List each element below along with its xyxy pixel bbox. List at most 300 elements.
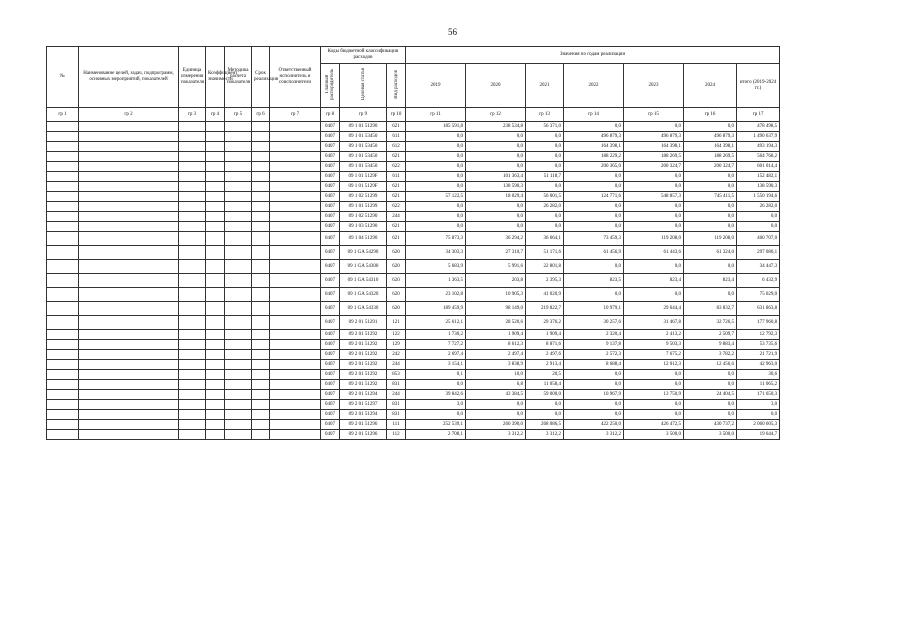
cell-value: 601 014,4 bbox=[737, 162, 780, 172]
empty-cell bbox=[252, 288, 270, 302]
cell-value: 5 991,6 bbox=[466, 260, 526, 274]
cell-value: 30 257,6 bbox=[564, 316, 624, 330]
empty-cell bbox=[179, 182, 206, 192]
empty-cell bbox=[270, 288, 321, 302]
cell-value: 0,0 bbox=[684, 182, 737, 192]
budget-table bbox=[46, 46, 780, 440]
cell-code-gr: 0407 bbox=[321, 132, 340, 142]
cell-code-gr: 0407 bbox=[321, 172, 340, 182]
cell-value: 51 118,7 bbox=[526, 172, 564, 182]
cell-code-gr: 0407 bbox=[321, 316, 340, 330]
empty-cell bbox=[225, 360, 252, 370]
cell-value: 0,0 bbox=[624, 380, 684, 390]
cell-code-vr: 622 bbox=[387, 202, 406, 212]
cell-code-cs: 09 2 01 51296 bbox=[340, 430, 387, 440]
table-row bbox=[47, 192, 780, 202]
column-number-cell: гр 3 bbox=[179, 108, 206, 122]
cell-code-vr: 622 bbox=[387, 162, 406, 172]
cell-code-vr: 242 bbox=[387, 350, 406, 360]
empty-cell bbox=[47, 302, 79, 316]
cell-code-vr: 620 bbox=[387, 246, 406, 260]
empty-cell bbox=[179, 122, 206, 132]
cell-value: 19 644,7 bbox=[737, 430, 780, 440]
empty-cell bbox=[225, 182, 252, 192]
cell-value: 2 708,1 bbox=[406, 430, 466, 440]
empty-cell bbox=[206, 430, 225, 440]
cell-value: 10,0 bbox=[466, 370, 526, 380]
empty-cell bbox=[206, 410, 225, 420]
empty-cell bbox=[252, 410, 270, 420]
cell-code-cs: 09 1 GA 54320 bbox=[340, 288, 387, 302]
cell-code-gr: 0407 bbox=[321, 202, 340, 212]
cell-value: 18 029,4 bbox=[466, 192, 526, 202]
empty-cell bbox=[79, 302, 179, 316]
cell-value: 51 171,6 bbox=[526, 246, 564, 260]
empty-cell bbox=[79, 370, 179, 380]
empty-cell bbox=[270, 390, 321, 400]
cell-value: 0,0 bbox=[564, 222, 624, 232]
empty-cell bbox=[225, 430, 252, 440]
cell-value: 1 909,4 bbox=[466, 330, 526, 340]
cell-code-vr: 611 bbox=[387, 172, 406, 182]
empty-cell bbox=[252, 122, 270, 132]
empty-cell bbox=[252, 172, 270, 182]
cell-value: 0,0 bbox=[526, 410, 564, 420]
empty-cell bbox=[79, 162, 179, 172]
column-number-cell: гр 11 bbox=[406, 108, 466, 122]
empty-cell bbox=[252, 192, 270, 202]
cell-code-cs: 09 1 01 53450 bbox=[340, 142, 387, 152]
empty-cell bbox=[47, 192, 79, 202]
empty-cell bbox=[270, 182, 321, 192]
cell-value: 0,0 bbox=[406, 410, 466, 420]
empty-cell bbox=[79, 430, 179, 440]
cell-code-cs: 09 2 01 51296 bbox=[340, 420, 387, 430]
table-row bbox=[47, 420, 780, 430]
cell-value: 0,0 bbox=[624, 260, 684, 274]
cell-value: 1 490 637,9 bbox=[737, 132, 780, 142]
empty-cell bbox=[252, 162, 270, 172]
empty-cell bbox=[270, 410, 321, 420]
column-number-cell: гр 1 bbox=[47, 108, 79, 122]
empty-cell bbox=[47, 212, 79, 222]
column-number-cell: гр 13 bbox=[526, 108, 564, 122]
empty-cell bbox=[179, 400, 206, 410]
table-row bbox=[47, 122, 780, 132]
cell-value: 2 320,4 bbox=[564, 330, 624, 340]
column-number-cell: гр 12 bbox=[466, 108, 526, 122]
empty-cell bbox=[270, 222, 321, 232]
column-number-cell: гр 15 bbox=[624, 108, 684, 122]
cell-code-vr: 621 bbox=[387, 222, 406, 232]
cell-code-gr: 0407 bbox=[321, 122, 340, 132]
empty-cell bbox=[206, 288, 225, 302]
empty-cell bbox=[252, 330, 270, 340]
cell-value: 0,0 bbox=[406, 172, 466, 182]
cell-code-cs: 09 2 01 51292 bbox=[340, 350, 387, 360]
cell-code-vr: 244 bbox=[387, 360, 406, 370]
cell-value: 0,0 bbox=[684, 122, 737, 132]
empty-cell bbox=[270, 192, 321, 202]
cell-value: 200 324,7 bbox=[684, 162, 737, 172]
cell-value: 0,0 bbox=[526, 162, 564, 172]
empty-cell bbox=[225, 122, 252, 132]
table-row bbox=[47, 142, 780, 152]
table-row bbox=[47, 390, 780, 400]
empty-cell bbox=[79, 222, 179, 232]
empty-cell bbox=[79, 420, 179, 430]
cell-code-gr: 0407 bbox=[321, 360, 340, 370]
cell-code-vr: 621 bbox=[387, 192, 406, 202]
cell-code-vr: 611 bbox=[387, 132, 406, 142]
cell-value: 0,0 bbox=[624, 212, 684, 222]
cell-value: 1 550 194,6 bbox=[737, 192, 780, 202]
empty-cell bbox=[252, 390, 270, 400]
empty-cell bbox=[79, 340, 179, 350]
cell-value: 189 459,9 bbox=[406, 302, 466, 316]
empty-cell bbox=[47, 430, 79, 440]
table-row bbox=[47, 380, 780, 390]
header-code-vr bbox=[387, 64, 406, 108]
empty-cell bbox=[79, 288, 179, 302]
cell-value: 56 001,5 bbox=[526, 192, 564, 202]
cell-value: 75 873,3 bbox=[406, 232, 466, 246]
cell-value: 27 310,7 bbox=[466, 246, 526, 260]
cell-value: 171 650,3 bbox=[737, 390, 780, 400]
header-code-cs-text: Целевая статья bbox=[360, 68, 366, 100]
cell-value: 2 697,4 bbox=[406, 350, 466, 360]
empty-cell bbox=[225, 212, 252, 222]
cell-code-cs: 09 1 01 53450 bbox=[340, 152, 387, 162]
empty-cell bbox=[206, 330, 225, 340]
table-row bbox=[47, 330, 780, 340]
cell-code-cs: 09 1 02 51299 bbox=[340, 192, 387, 202]
empty-cell bbox=[47, 410, 79, 420]
empty-cell bbox=[79, 122, 179, 132]
cell-value: 200 324,7 bbox=[624, 162, 684, 172]
header-year-total: итого (2019-2024 гг.) bbox=[737, 64, 780, 108]
table-row bbox=[47, 212, 780, 222]
empty-cell bbox=[270, 132, 321, 142]
table-row bbox=[47, 132, 780, 142]
cell-value: 0,0 bbox=[624, 410, 684, 420]
cell-value: 0,0 bbox=[624, 400, 684, 410]
cell-value: 0,0 bbox=[406, 182, 466, 192]
empty-cell bbox=[225, 246, 252, 260]
cell-value: 3 500,0 bbox=[624, 430, 684, 440]
empty-cell bbox=[225, 340, 252, 350]
empty-cell bbox=[252, 316, 270, 330]
cell-code-gr: 0407 bbox=[321, 302, 340, 316]
cell-value: 5 683,9 bbox=[406, 260, 466, 274]
empty-cell bbox=[270, 260, 321, 274]
cell-code-cs: 09 1 GA 54310 bbox=[340, 274, 387, 288]
cell-value: 1 730,2 bbox=[406, 330, 466, 340]
cell-value: 0,0 bbox=[526, 400, 564, 410]
empty-cell bbox=[47, 232, 79, 246]
cell-value: 0,0 bbox=[564, 288, 624, 302]
table-row bbox=[47, 430, 780, 440]
empty-cell bbox=[225, 302, 252, 316]
empty-cell bbox=[206, 340, 225, 350]
cell-value: 203,8 bbox=[466, 274, 526, 288]
cell-value: 2 913,4 bbox=[526, 360, 564, 370]
cell-value: 152 482,1 bbox=[737, 172, 780, 182]
header-num: № bbox=[47, 47, 79, 108]
table-row bbox=[47, 202, 780, 212]
empty-cell bbox=[225, 172, 252, 182]
empty-cell bbox=[225, 330, 252, 340]
cell-value: 29 376,2 bbox=[526, 316, 564, 330]
cell-value: 2 497,4 bbox=[466, 350, 526, 360]
cell-code-vr: 244 bbox=[387, 390, 406, 400]
cell-value: 0,0 bbox=[466, 222, 526, 232]
empty-cell bbox=[179, 172, 206, 182]
header-code-vr-text: Вид расходов bbox=[393, 69, 399, 99]
cell-value: 164 398,1 bbox=[564, 142, 624, 152]
header-budget-codes: Коды бюджетной классификации расходов bbox=[321, 47, 406, 64]
cell-code-vr: 620 bbox=[387, 288, 406, 302]
cell-value: 0,0 bbox=[406, 162, 466, 172]
cell-value: 0,0 bbox=[624, 222, 684, 232]
empty-cell bbox=[47, 390, 79, 400]
cell-value: 0,0 bbox=[684, 212, 737, 222]
cell-value: 0,0 bbox=[684, 202, 737, 212]
cell-value: 83 832,7 bbox=[684, 302, 737, 316]
cell-code-vr: 831 bbox=[387, 400, 406, 410]
empty-cell bbox=[225, 132, 252, 142]
cell-code-gr: 0407 bbox=[321, 142, 340, 152]
empty-cell bbox=[206, 152, 225, 162]
empty-cell bbox=[179, 202, 206, 212]
cell-value: 61 324,0 bbox=[684, 246, 737, 260]
cell-value: 0,0 bbox=[526, 222, 564, 232]
empty-cell bbox=[47, 340, 79, 350]
table-row bbox=[47, 274, 780, 288]
empty-cell bbox=[179, 152, 206, 162]
cell-value: 3 312,2 bbox=[564, 430, 624, 440]
empty-cell bbox=[270, 162, 321, 172]
cell-value: 98 149,0 bbox=[466, 302, 526, 316]
empty-cell bbox=[252, 370, 270, 380]
cell-value: 0,0 bbox=[466, 410, 526, 420]
cell-code-cs: 09 2 01 51297 bbox=[340, 400, 387, 410]
empty-cell bbox=[79, 202, 179, 212]
empty-cell bbox=[47, 132, 79, 142]
empty-cell bbox=[179, 350, 206, 360]
cell-value: 3 312,2 bbox=[526, 430, 564, 440]
empty-cell bbox=[206, 142, 225, 152]
cell-code-cs: 09 2 01 51292 bbox=[340, 330, 387, 340]
cell-code-gr: 0407 bbox=[321, 390, 340, 400]
cell-value: 1 909,4 bbox=[526, 330, 564, 340]
cell-value: 496 879,3 bbox=[564, 132, 624, 142]
cell-value: 56 371,0 bbox=[526, 122, 564, 132]
cell-value: 2 060 605,3 bbox=[737, 420, 780, 430]
empty-cell bbox=[47, 400, 79, 410]
table-row bbox=[47, 370, 780, 380]
empty-cell bbox=[252, 350, 270, 360]
cell-code-vr: 853 bbox=[387, 370, 406, 380]
cell-value: 252 539,1 bbox=[406, 420, 466, 430]
cell-code-cs: 09 1 04 51290 bbox=[340, 232, 387, 246]
cell-value: 0,0 bbox=[564, 172, 624, 182]
cell-value: 12 792,3 bbox=[737, 330, 780, 340]
cell-code-cs: 09 1 01 53450 bbox=[340, 132, 387, 142]
empty-cell bbox=[225, 288, 252, 302]
cell-code-gr: 0407 bbox=[321, 420, 340, 430]
cell-value: 631 863,8 bbox=[737, 302, 780, 316]
cell-code-cs: 09 1 01 51290 bbox=[340, 122, 387, 132]
cell-value: 42 963,0 bbox=[737, 360, 780, 370]
cell-value: 0,1 bbox=[406, 370, 466, 380]
cell-code-vr: 612 bbox=[387, 142, 406, 152]
header-year-2024: 2024 bbox=[684, 64, 737, 108]
empty-cell bbox=[225, 380, 252, 390]
empty-cell bbox=[179, 162, 206, 172]
empty-cell bbox=[252, 260, 270, 274]
cell-code-cs: 09 1 03 51290 bbox=[340, 222, 387, 232]
cell-value: 2 509,7 bbox=[684, 330, 737, 340]
header-code-gr-text: Главный распорядитель bbox=[325, 68, 335, 100]
column-number-cell: гр 7 bbox=[270, 108, 321, 122]
cell-value: 297 080,1 bbox=[737, 246, 780, 260]
empty-cell bbox=[225, 260, 252, 274]
empty-cell bbox=[270, 212, 321, 222]
empty-cell bbox=[47, 142, 79, 152]
empty-cell bbox=[179, 410, 206, 420]
empty-cell bbox=[206, 390, 225, 400]
empty-cell bbox=[206, 274, 225, 288]
empty-cell bbox=[79, 360, 179, 370]
cell-code-gr: 0407 bbox=[321, 152, 340, 162]
empty-cell bbox=[252, 430, 270, 440]
cell-value: 238 534,8 bbox=[466, 122, 526, 132]
column-number-cell: гр 17 bbox=[737, 108, 780, 122]
cell-code-vr: 621 bbox=[387, 232, 406, 246]
cell-value: 493 194,3 bbox=[737, 142, 780, 152]
cell-code-gr: 0407 bbox=[321, 330, 340, 340]
cell-value: 177 960,8 bbox=[737, 316, 780, 330]
column-number-cell: гр 9 bbox=[340, 108, 387, 122]
cell-value: 496 879,3 bbox=[624, 132, 684, 142]
cell-value: 188 269,5 bbox=[684, 152, 737, 162]
empty-cell bbox=[47, 260, 79, 274]
table-row bbox=[47, 172, 780, 182]
empty-cell bbox=[206, 212, 225, 222]
empty-cell bbox=[206, 420, 225, 430]
cell-value: 219 822,7 bbox=[526, 302, 564, 316]
cell-value: 0,0 bbox=[684, 380, 737, 390]
cell-value: 426 472,5 bbox=[624, 420, 684, 430]
empty-cell bbox=[179, 370, 206, 380]
empty-cell bbox=[79, 390, 179, 400]
cell-value: 823,4 bbox=[684, 274, 737, 288]
empty-cell bbox=[270, 360, 321, 370]
column-number-cell: гр 4 bbox=[206, 108, 225, 122]
cell-value: 57 122,5 bbox=[406, 192, 466, 202]
cell-value: 2 572,3 bbox=[564, 350, 624, 360]
column-number-cell: гр 6 bbox=[252, 108, 270, 122]
empty-cell bbox=[179, 316, 206, 330]
cell-value: 0,0 bbox=[526, 132, 564, 142]
cell-value: 8 688,4 bbox=[564, 360, 624, 370]
empty-cell bbox=[270, 370, 321, 380]
empty-cell bbox=[206, 162, 225, 172]
cell-value: 422 250,0 bbox=[564, 420, 624, 430]
empty-cell bbox=[252, 360, 270, 370]
cell-value: 496 879,3 bbox=[684, 132, 737, 142]
empty-cell bbox=[225, 410, 252, 420]
cell-value: 0,0 bbox=[526, 142, 564, 152]
cell-value: 478 498,5 bbox=[737, 122, 780, 132]
cell-value: 0,0 bbox=[684, 410, 737, 420]
empty-cell bbox=[79, 330, 179, 340]
empty-cell bbox=[270, 430, 321, 440]
empty-cell bbox=[179, 132, 206, 142]
cell-code-vr: 244 bbox=[387, 212, 406, 222]
cell-value: 36 664,1 bbox=[526, 232, 564, 246]
table-header bbox=[47, 47, 780, 122]
cell-code-vr: 620 bbox=[387, 302, 406, 316]
empty-cell bbox=[47, 222, 79, 232]
cell-value: 0,0 bbox=[684, 288, 737, 302]
empty-cell bbox=[225, 162, 252, 172]
cell-value: 9 137,8 bbox=[564, 340, 624, 350]
header-year-2020: 2020 bbox=[466, 64, 526, 108]
column-number-cell: гр 16 bbox=[684, 108, 737, 122]
empty-cell bbox=[252, 246, 270, 260]
cell-value: 0,0 bbox=[406, 380, 466, 390]
empty-cell bbox=[79, 380, 179, 390]
cell-code-cs: 09 1 GA 54330 bbox=[340, 302, 387, 316]
cell-value: 164 398,1 bbox=[684, 142, 737, 152]
table-row bbox=[47, 162, 780, 172]
empty-cell bbox=[252, 274, 270, 288]
empty-cell bbox=[206, 122, 225, 132]
cell-value: 26 282,0 bbox=[526, 202, 564, 212]
empty-cell bbox=[206, 350, 225, 360]
cell-code-vr: 122 bbox=[387, 330, 406, 340]
empty-cell bbox=[79, 182, 179, 192]
empty-cell bbox=[79, 410, 179, 420]
cell-value: 32 726,5 bbox=[684, 316, 737, 330]
empty-cell bbox=[179, 340, 206, 350]
empty-cell bbox=[179, 288, 206, 302]
cell-value: 10 967,9 bbox=[564, 390, 624, 400]
cell-value: 0,0 bbox=[466, 132, 526, 142]
cell-code-gr: 0407 bbox=[321, 350, 340, 360]
empty-cell bbox=[206, 246, 225, 260]
cell-value: 0,0 bbox=[684, 400, 737, 410]
cell-value: 12 012,3 bbox=[624, 360, 684, 370]
empty-cell bbox=[206, 316, 225, 330]
empty-cell bbox=[79, 172, 179, 182]
cell-code-gr: 0407 bbox=[321, 212, 340, 222]
empty-cell bbox=[47, 122, 79, 132]
cell-code-gr: 0407 bbox=[321, 430, 340, 440]
cell-value: 20,5 bbox=[526, 370, 564, 380]
empty-cell bbox=[225, 274, 252, 288]
cell-value: 0,0 bbox=[684, 172, 737, 182]
empty-cell bbox=[47, 360, 79, 370]
cell-value: 260 390,0 bbox=[466, 420, 526, 430]
empty-cell bbox=[225, 370, 252, 380]
empty-cell bbox=[79, 316, 179, 330]
empty-cell bbox=[206, 260, 225, 274]
cell-code-cs: 09 2 01 51292 bbox=[340, 380, 387, 390]
empty-cell bbox=[270, 380, 321, 390]
